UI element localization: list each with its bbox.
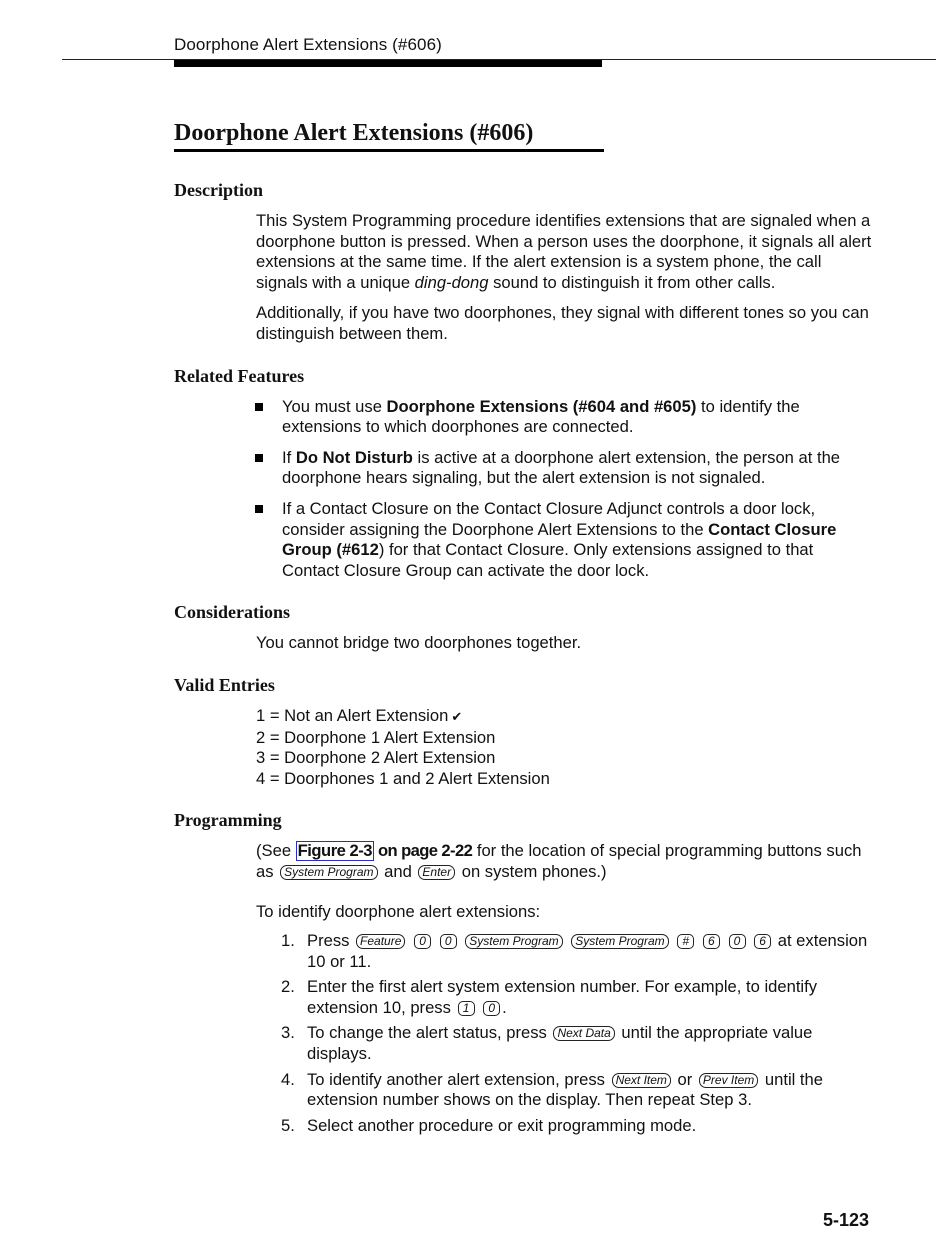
valid-entry: 3 = Doorphone 2 Alert Extension bbox=[256, 748, 496, 768]
related-features-list bbox=[174, 397, 874, 582]
next-data-key: Next Data bbox=[553, 1026, 614, 1041]
related-feature-item bbox=[282, 448, 874, 489]
default-checkmark-icon: ✔ bbox=[451, 708, 463, 724]
bullet-square-icon bbox=[255, 403, 263, 411]
considerations-text: You cannot bridge two doorphones together. bbox=[256, 633, 582, 653]
item-text-end: is active at a doorphone alert extension, the person at the doorphone hears signaling, but the alert extension is not signaled. bbox=[282, 447, 841, 488]
description-text: This System Programming procedure identifies extensions that are signaled when a doorphone button is pressed. When a person uses the doorphone, it signals all alert extensions at the same time. If the alert extension is a system phone, the call signals with a unique bbox=[256, 211, 872, 292]
step-text-end: at extension 10 or 11. bbox=[307, 931, 868, 971]
item-text: If a Contact Closure on the Contact Closure Adjunct controls a door lock, consider assigning the Doorphone Alert Extensions to the bbox=[282, 498, 816, 539]
step-text: Press bbox=[307, 931, 350, 951]
system-program-key: System Program bbox=[465, 934, 562, 949]
procedure-step bbox=[281, 1069, 874, 1111]
programming-see-note bbox=[256, 841, 874, 882]
step-number: 1. bbox=[281, 931, 295, 951]
valid-entry: 2 = Doorphone 1 Alert Extension bbox=[256, 727, 496, 747]
prev-item-key: Prev Item bbox=[699, 1073, 758, 1088]
feature-key: Feature bbox=[356, 934, 405, 949]
procedure-step bbox=[281, 1023, 874, 1064]
description-text-end: sound to distinguish it from other calls. bbox=[488, 272, 776, 292]
entry-text: 1 = Not an Alert Extension bbox=[256, 705, 449, 725]
valid-entries-section bbox=[174, 674, 874, 789]
step-text: or bbox=[672, 1069, 697, 1089]
pound-key: # bbox=[677, 934, 694, 949]
valid-entry bbox=[256, 706, 874, 728]
digit-key: 0 bbox=[483, 1001, 500, 1016]
title-underline bbox=[174, 149, 604, 152]
enter-key: Enter bbox=[418, 865, 455, 880]
ding-dong-emphasis: ding-dong bbox=[414, 272, 489, 292]
step-text: Select another procedure or exit programming mode. bbox=[307, 1115, 697, 1135]
considerations-heading: Considerations bbox=[174, 602, 291, 623]
feature-reference: Contact Closure Group (#612 bbox=[282, 519, 837, 560]
related-features-heading: Related Features bbox=[174, 365, 305, 386]
step-text-end: until the appropriate value displays. bbox=[307, 1023, 813, 1064]
feature-reference: Do Not Disturb bbox=[295, 447, 413, 467]
page-title: Doorphone Alert Extensions (#606) bbox=[174, 120, 534, 146]
note-text: and bbox=[379, 861, 417, 881]
valid-entry: 4 = Doorphones 1 and 2 Alert Extension bbox=[256, 768, 550, 788]
valid-entries-heading: Valid Entries bbox=[174, 674, 275, 695]
bullet-square-icon bbox=[255, 505, 263, 513]
procedure-steps bbox=[174, 931, 874, 1136]
description-section bbox=[174, 179, 874, 345]
procedure-step bbox=[281, 1115, 874, 1137]
item-text-end: to identify the extensions to which doorphones are connected. bbox=[282, 396, 800, 437]
item-text: You must use bbox=[282, 396, 387, 416]
description-heading: Description bbox=[174, 180, 263, 200]
step-text: To identify another alert extension, press bbox=[307, 1069, 605, 1089]
header-bar bbox=[174, 60, 602, 67]
valid-entries-list bbox=[256, 706, 874, 789]
digit-key: 0 bbox=[729, 934, 746, 949]
programming-heading: Programming bbox=[174, 810, 282, 831]
programming-section bbox=[174, 809, 874, 1136]
procedure-step bbox=[281, 977, 874, 1018]
considerations-section bbox=[174, 601, 874, 654]
step-number: 3. bbox=[281, 1023, 295, 1043]
note-text: (See bbox=[256, 841, 296, 861]
description-paragraph-2: Additionally, if you have two doorphones, they signal with different tones so you can distinguish between them. bbox=[256, 303, 869, 343]
related-feature-item bbox=[282, 397, 874, 438]
digit-key: 1 bbox=[458, 1001, 475, 1016]
system-program-key: System Program bbox=[280, 865, 377, 880]
digit-key: 0 bbox=[440, 934, 457, 949]
step-number: 5. bbox=[281, 1115, 295, 1135]
digit-key: 6 bbox=[754, 934, 771, 949]
description-paragraph-1 bbox=[256, 211, 874, 293]
item-text-end: ) for that Contact Closure. Only extensions assigned to that Contact Closure Group can activate the door lock. bbox=[282, 540, 814, 580]
main-content bbox=[174, 179, 874, 1156]
page-reference: on page 2-22 bbox=[373, 841, 473, 861]
step-number: 2. bbox=[281, 977, 295, 997]
note-text: on system phones.) bbox=[457, 861, 607, 881]
step-number: 4. bbox=[281, 1069, 295, 1089]
next-item-key: Next Item bbox=[612, 1073, 671, 1088]
running-head: Doorphone Alert Extensions (#606) bbox=[174, 35, 442, 54]
system-program-key: System Program bbox=[571, 934, 668, 949]
page-number: 5-123 bbox=[822, 1210, 869, 1230]
bullet-square-icon bbox=[255, 454, 263, 462]
item-text: If bbox=[282, 447, 296, 467]
digit-key: 6 bbox=[703, 934, 720, 949]
feature-reference: Doorphone Extensions (#604 and #605) bbox=[386, 396, 697, 416]
step-text: Enter the first alert system extension number. For example, to identify extension 10, press bbox=[307, 977, 818, 1017]
note-text: for the location of special programming buttons such as bbox=[256, 841, 862, 881]
figure-link[interactable]: Figure 2-3 bbox=[297, 841, 372, 861]
step-text-end: . bbox=[502, 997, 507, 1017]
step-text: To change the alert status, press bbox=[307, 1023, 547, 1043]
procedure-intro: To identify doorphone alert extensions: bbox=[256, 902, 541, 922]
related-feature-item bbox=[282, 499, 874, 581]
related-features-section bbox=[174, 365, 874, 582]
procedure-step bbox=[281, 931, 874, 972]
step-text-end: until the extension number shows on the display. Then repeat Step 3. bbox=[307, 1069, 823, 1110]
digit-key: 0 bbox=[414, 934, 431, 949]
